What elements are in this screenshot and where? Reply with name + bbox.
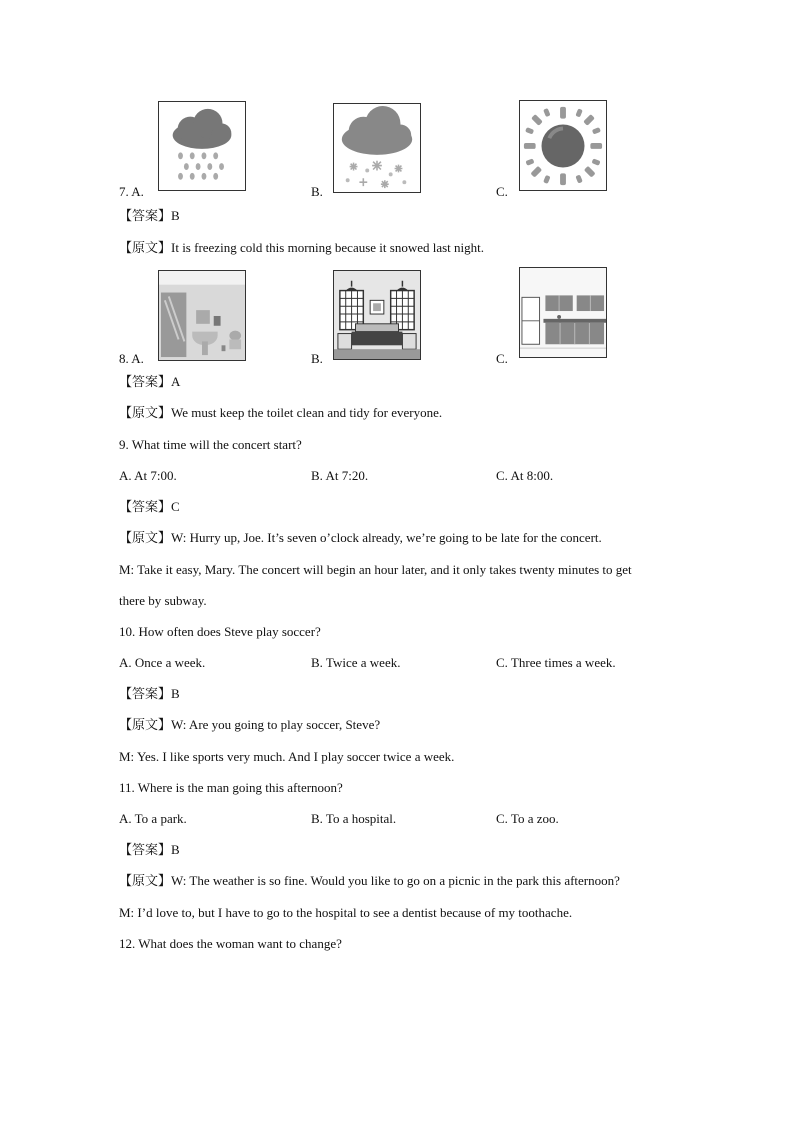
q8-option-b-label: B. [311, 351, 323, 366]
q9-question: 9. What time will the concert start? [119, 437, 302, 452]
sun-icon [519, 100, 607, 191]
q9-script-line-2: M: Take it easy, Mary. The concert will begin an hour later, and it only takes twenty minutes to get [119, 562, 632, 577]
q10-option-c: C. Three times a week. [496, 655, 616, 670]
q10-answer: 【答案】B [119, 686, 180, 701]
q9-script-line-3: there by subway. [119, 593, 207, 608]
q7-answer: 【答案】B [119, 208, 180, 223]
q7-option-b-label: B. [311, 184, 323, 199]
q10-option-a: A. Once a week. [119, 655, 206, 670]
rain-cloud-icon [158, 101, 246, 191]
q9-option-c: C. At 8:00. [496, 468, 554, 483]
q9-script-line-1: 【原文】W: Hurry up, Joe. It’s seven o’clock already, we’re going to be late for the concert. [119, 530, 602, 545]
q8-option-a-label: 8. A. [119, 351, 144, 366]
q9-answer: 【答案】C [119, 499, 180, 514]
q11-option-a: A. To a park. [119, 811, 187, 826]
q7-script: 【原文】It is freezing cold this morning because it snowed last night. [119, 240, 485, 255]
bedroom-picture [333, 270, 421, 360]
q10-script-line-2: M: Yes. I like sports very much. And I play soccer twice a week. [119, 749, 455, 764]
q8-script: 【原文】We must keep the toilet clean and tidy for everyone. [119, 405, 443, 420]
q10-question: 10. How often does Steve play soccer? [119, 624, 321, 639]
q12-question: 12. What does the woman want to change? [119, 936, 342, 951]
kitchen-picture [519, 267, 607, 358]
q8-option-c-label: C. [496, 351, 508, 366]
q11-answer: 【答案】B [119, 842, 180, 857]
q11-option-c: C. To a zoo. [496, 811, 559, 826]
q10-script-line-1: 【原文】W: Are you going to play soccer, Steve? [119, 717, 381, 732]
q11-question: 11. Where is the man going this afternoon? [119, 780, 343, 795]
q11-script-line-2: M: I’d love to, but I have to go to the hospital to see a dentist because of my toothache. [119, 905, 573, 920]
snow-cloud-icon [333, 103, 421, 193]
q9-option-a: A. At 7:00. [119, 468, 177, 483]
bathroom-picture [158, 270, 246, 361]
q9-option-b: B. At 7:20. [311, 468, 369, 483]
q10-option-b: B. Twice a week. [311, 655, 401, 670]
q11-script-line-1: 【原文】W: The weather is so fine. Would you like to go on a picnic in the park this afternoon? [119, 873, 620, 888]
q7-option-c-label: C. [496, 184, 508, 199]
q11-option-b: B. To a hospital. [311, 811, 397, 826]
q8-answer: 【答案】A [119, 374, 181, 389]
q7-option-a-label: 7. A. [119, 184, 144, 199]
